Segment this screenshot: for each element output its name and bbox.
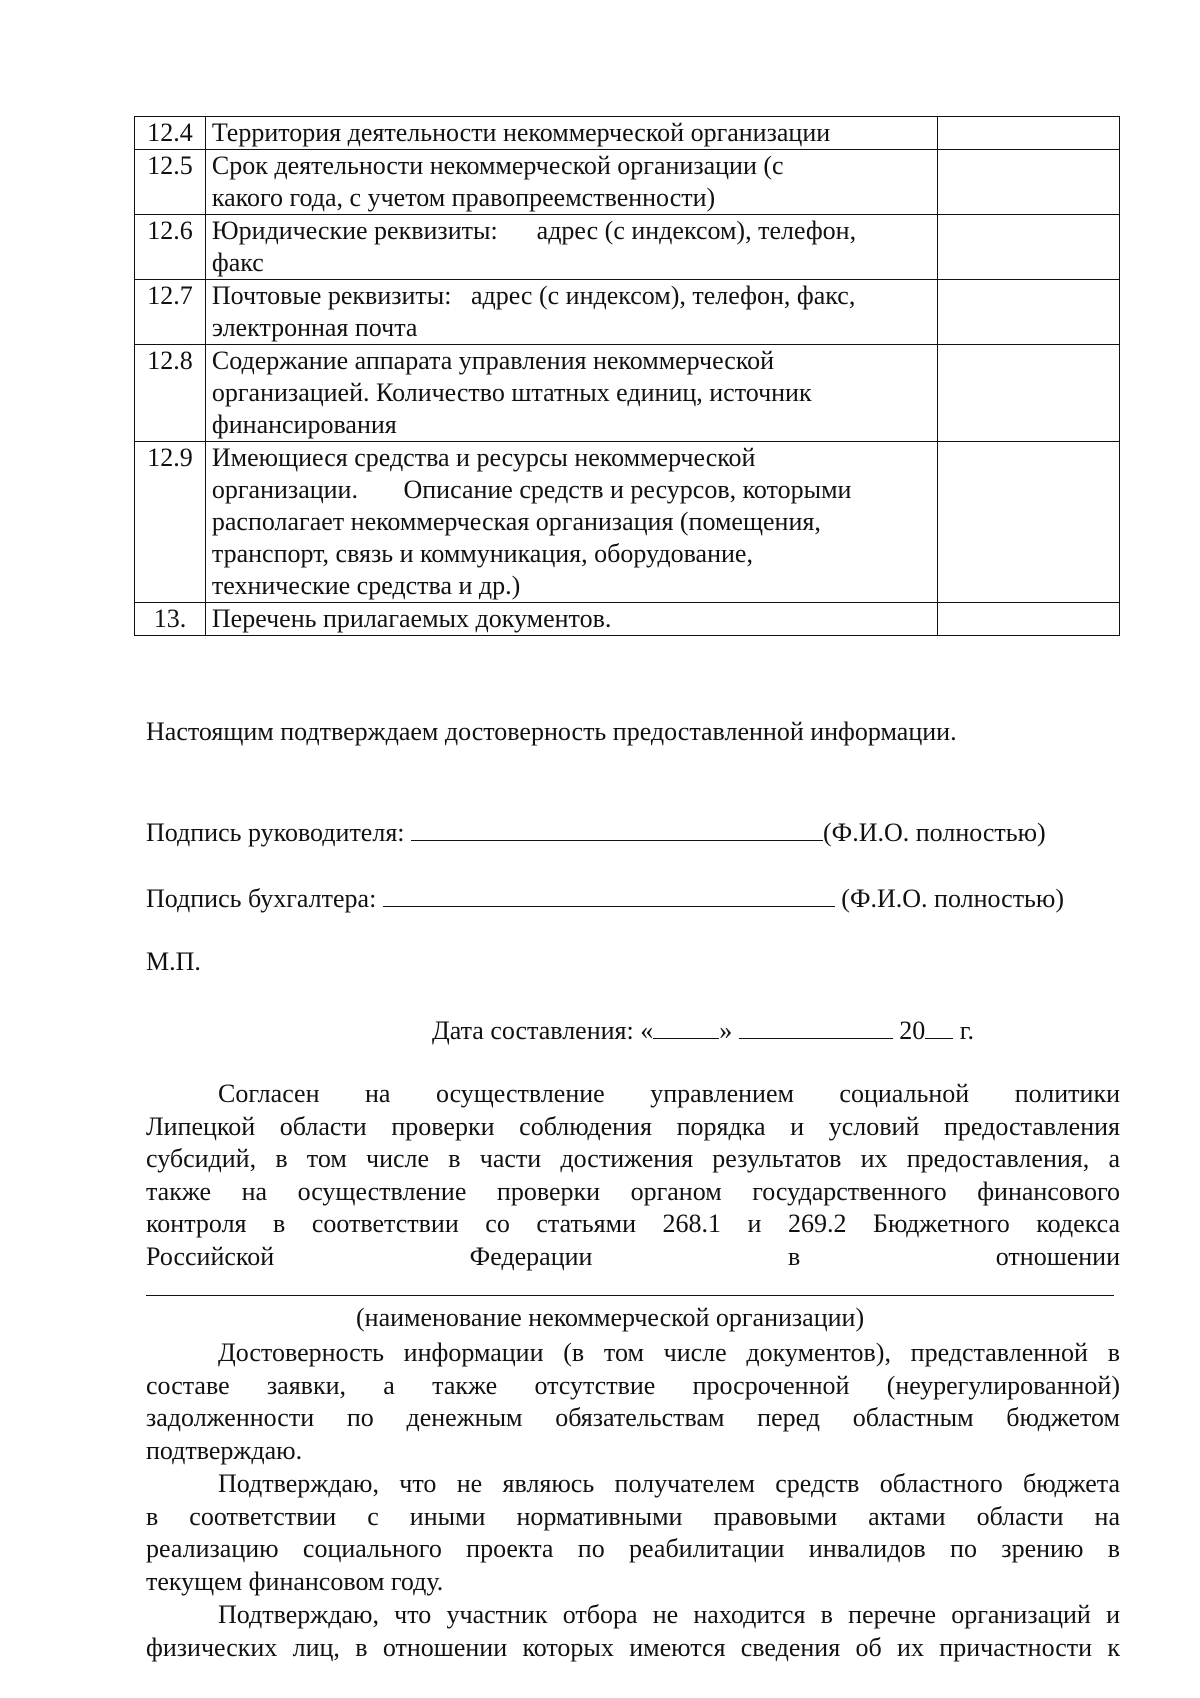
row-description [205,280,937,345]
row-text-line: Содержание аппарата управления некоммерческой [211,346,775,375]
not-listed-paragraph [146,1599,1120,1664]
row-text-line: Территория деятельности некоммерческой организации [211,118,831,147]
row-value-cell[interactable] [938,603,1120,636]
table-row [135,280,1120,345]
row-number: 12.8 [135,345,206,442]
consent-paragraph [146,1078,1120,1274]
date-day-field[interactable] [653,1012,719,1039]
row-text-line: транспорт, связь и коммуникация, оборудование, [211,539,753,568]
row-number: 12.4 [135,117,206,150]
reliability-line: составе заявки, а также отсутствие просроченной (неурегулированной) [146,1370,1120,1400]
table-row [135,345,1120,442]
row-text-line: Срок деятельности некоммерческой организации (с [211,151,784,180]
row-number: 12.7 [135,280,206,345]
not-listed-line: Подтверждаю, что участник отбора не находится в перечне организаций и [218,1600,1120,1629]
not-listed-line: физических лиц, в отношении которых имеются сведения об их причастности к [146,1632,1120,1662]
signature-accountant-line [146,880,1064,915]
row-text-line: Почтовые реквизиты: адрес (с индексом), телефон, факс, [211,281,856,310]
consent-line: субсидий, в том числе в части достижения результатов их предоставления, а [146,1144,1120,1174]
row-text-line: организацией. Количество штатных единиц, источник [211,378,812,407]
application-items-table [134,116,1120,636]
reliability-line: подтверждаю. [146,1435,303,1465]
not-recipient-line: Подтверждаю, что не являюсь получателем средств областного бюджета [218,1469,1120,1498]
table-row [135,117,1120,150]
signature-head-suffix: (Ф.И.О. полностью) [823,818,1046,847]
reliability-line: задолженности по денежным обязательствам перед областным бюджетом [146,1403,1120,1433]
row-number: 13. [135,603,206,636]
signature-head-field[interactable] [411,814,823,841]
org-name-caption: (наименование некоммерческой организации) [356,1303,865,1332]
row-value-cell[interactable] [938,150,1120,215]
row-description [205,345,937,442]
row-text-line: Перечень прилагаемых документов. [211,604,612,633]
date-label: Дата составления: « [432,1016,654,1045]
row-text-line: какого года, с учетом правопреемственности) [211,183,716,212]
org-name-field[interactable] [146,1295,1114,1296]
row-value-cell[interactable] [938,442,1120,603]
table-row [135,442,1120,603]
row-text-line: электронная почта [211,313,418,342]
date-quote-close: » [719,1016,733,1045]
row-number: 12.5 [135,150,206,215]
date-line [432,1012,974,1047]
not-recipient-line: в соответствии с иными нормативными правовыми актами области на [146,1501,1120,1531]
not-recipient-line: реализацию социального проекта по реабилитации инвалидов по зрению в [146,1534,1120,1564]
row-value-cell[interactable] [938,117,1120,150]
confirm-statement: Настоящим подтверждаем достоверность предоставленной информации. [146,717,957,746]
row-description [205,442,937,603]
row-value-cell[interactable] [938,345,1120,442]
row-description [205,117,937,150]
reliability-paragraph [146,1337,1120,1467]
signature-accountant-label: Подпись бухгалтера: [146,884,377,913]
not-recipient-line: текущем финансовом году. [146,1566,444,1596]
consent-line: Липецкой области проверки соблюдения порядка и условий предоставления [146,1111,1120,1141]
signature-accountant-field[interactable] [383,880,835,907]
row-number: 12.6 [135,215,206,280]
row-value-cell[interactable] [938,215,1120,280]
consent-line: контроля в соответствии со статьями 268.1 и 269.2 Бюджетного кодекса [146,1209,1120,1239]
row-description [205,215,937,280]
consent-line: Российской Федерации в отношении [146,1241,1120,1271]
row-text-line: Имеющиеся средства и ресурсы некоммерческой [211,443,756,472]
consent-line: также на осуществление проверки органом государственного финансового [146,1176,1120,1206]
row-text-line: технические средства и др.) [211,571,521,600]
row-description [205,150,937,215]
row-number: 12.9 [135,442,206,603]
consent-line: Согласен на осуществление управлением социальной политики [218,1079,1120,1108]
row-text-line: Юридические реквизиты: адрес (с индексом), телефон, [211,216,857,245]
stamp-mark: М.П. [146,947,201,976]
table-row [135,603,1120,636]
not-recipient-paragraph [146,1468,1120,1598]
row-text-line: факс [211,248,264,277]
date-year-prefix: 20 [899,1016,926,1045]
reliability-line: Достоверность информации (в том числе документов), представленной в [218,1338,1120,1367]
date-year-field[interactable] [925,1012,953,1039]
row-text-line: располагает некоммерческая организация (помещения, [211,507,821,536]
signature-accountant-suffix: (Ф.И.О. полностью) [841,884,1064,913]
table-row [135,215,1120,280]
row-text-line: финансирования [211,410,397,439]
row-text-line: организации. Описание средств и ресурсов, которыми [211,475,852,504]
table-row [135,150,1120,215]
signature-head-line [146,814,1046,849]
date-month-field[interactable] [739,1012,893,1039]
row-description [205,603,937,636]
date-suffix: г. [959,1016,974,1045]
row-value-cell[interactable] [938,280,1120,345]
signature-head-label: Подпись руководителя: [146,818,405,847]
